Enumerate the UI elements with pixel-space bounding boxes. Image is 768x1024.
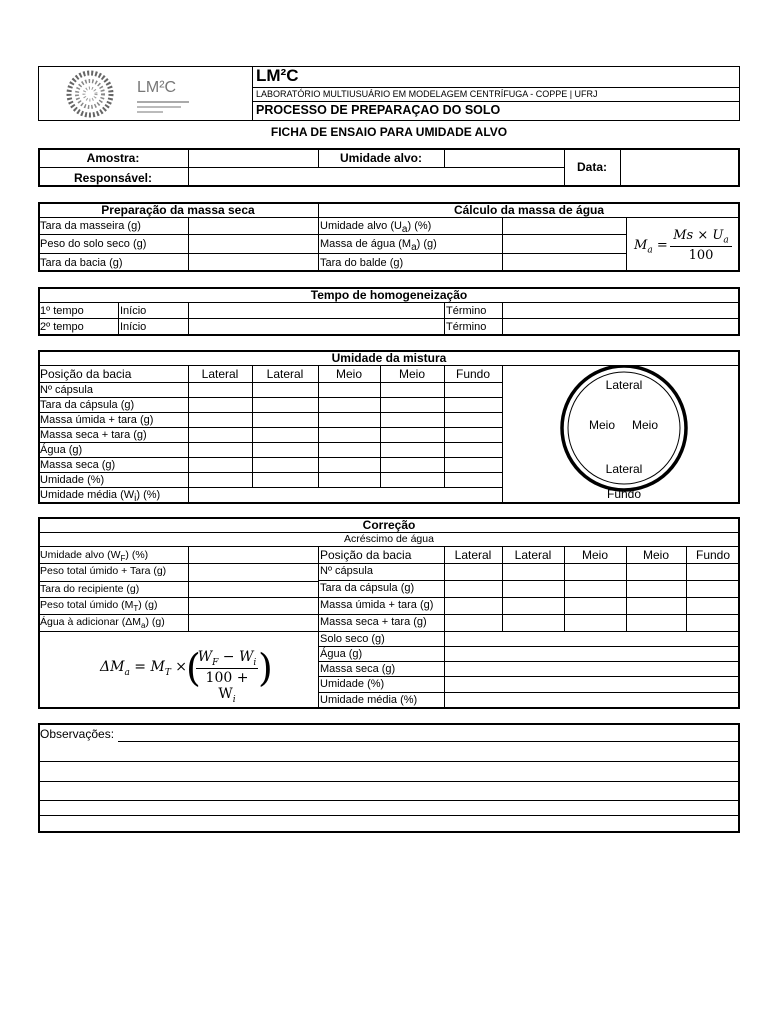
peso-solo-seco-label: Peso do solo seco (g) bbox=[40, 238, 147, 250]
correcao-cell[interactable] bbox=[687, 581, 739, 596]
amostra-field[interactable] bbox=[190, 150, 316, 166]
mistura-cell[interactable] bbox=[381, 383, 443, 396]
correcao-col-header: Fundo bbox=[695, 548, 731, 562]
mistura-cell[interactable] bbox=[253, 458, 317, 471]
data-field[interactable] bbox=[622, 150, 738, 185]
correcao-col-header: Meio bbox=[581, 548, 608, 562]
correcao-row-label: Tara da cápsula (g) bbox=[320, 582, 415, 594]
lab-logo bbox=[62, 68, 202, 118]
mistura-cell[interactable] bbox=[189, 383, 251, 396]
tara-balde-field[interactable] bbox=[504, 254, 624, 270]
mistura-cell[interactable] bbox=[319, 383, 379, 396]
homog-row1-inicio-field[interactable] bbox=[190, 303, 442, 317]
correcao-cell[interactable] bbox=[687, 564, 739, 579]
homog-row2-inicio-field[interactable] bbox=[190, 319, 442, 334]
mistura-cell[interactable] bbox=[189, 443, 251, 456]
mistura-row-label: Massa seca + tara (g) bbox=[40, 429, 147, 441]
mistura-row-label: Massa seca (g) bbox=[40, 459, 116, 471]
correcao-cell[interactable] bbox=[565, 581, 625, 596]
correcao-cell[interactable] bbox=[627, 581, 685, 596]
mistura-cell[interactable] bbox=[189, 473, 251, 486]
correcao-cell[interactable] bbox=[503, 581, 563, 596]
correcao-cell[interactable] bbox=[627, 564, 685, 579]
mistura-row-label: Umidade (%) bbox=[40, 474, 105, 486]
homog-row1-termino-field[interactable] bbox=[504, 303, 738, 317]
tara-bacia-field[interactable] bbox=[190, 254, 316, 270]
mistura-cell[interactable] bbox=[445, 473, 501, 486]
mistura-cell[interactable] bbox=[445, 428, 501, 441]
correcao-row-label: Água (g) bbox=[320, 648, 363, 660]
correcao-result-field[interactable] bbox=[446, 662, 738, 675]
correcao-row-label: Massa seca + tara (g) bbox=[320, 616, 427, 628]
mistura-cell[interactable] bbox=[319, 428, 379, 441]
massa-agua-formula: $M_a$ = $Ms \times U_a$ 100 bbox=[632, 226, 736, 266]
correcao-row-label: Massa úmida + tara (g) bbox=[320, 599, 434, 611]
mistura-cell[interactable] bbox=[189, 458, 251, 471]
correcao-left-label: Peso total úmido + Tara (g) bbox=[40, 565, 167, 577]
mistura-cell[interactable] bbox=[445, 398, 501, 411]
form-title: FICHA DE ENSAIO PARA UMIDADE ALVO bbox=[270, 125, 508, 139]
correcao-result-field[interactable] bbox=[446, 677, 738, 691]
diagram-top-label: Lateral bbox=[605, 378, 643, 392]
correcao-cell[interactable] bbox=[687, 615, 739, 630]
correcao-left-field[interactable] bbox=[190, 548, 316, 562]
mistura-cell[interactable] bbox=[253, 473, 317, 486]
correcao-cell[interactable] bbox=[503, 615, 563, 630]
homog-row2-termino-field[interactable] bbox=[504, 319, 738, 334]
correcao-left-label: Água à adicionar $(\Delta M_a)$ (g) bbox=[40, 616, 165, 631]
correcao-cell[interactable] bbox=[445, 615, 501, 630]
homog-row1-label: 1º tempo bbox=[40, 305, 84, 317]
mistura-cell[interactable] bbox=[319, 413, 379, 426]
delta-ma-formula: $\Delta M_a = M_T$ × ( $W_F - W_i$ $100 + W_i$ ) bbox=[100, 646, 273, 705]
correcao-left-field[interactable] bbox=[190, 615, 316, 630]
correcao-cell[interactable] bbox=[565, 615, 625, 630]
mistura-col-header: Meio bbox=[398, 367, 425, 381]
correcao-cell[interactable] bbox=[565, 598, 625, 613]
correcao-cell[interactable] bbox=[445, 564, 501, 579]
mistura-cell[interactable] bbox=[319, 443, 379, 456]
correcao-col-header: Lateral bbox=[454, 548, 492, 562]
header-divider bbox=[252, 66, 253, 121]
diagram-left-label: Meio bbox=[588, 418, 615, 432]
correcao-col-header: Meio bbox=[642, 548, 669, 562]
correcao-cell[interactable] bbox=[445, 581, 501, 596]
mistura-cell[interactable] bbox=[445, 443, 501, 456]
correcao-left-field[interactable] bbox=[190, 598, 316, 613]
correcao-row-label: Solo seco (g) bbox=[320, 633, 385, 645]
correcao-left-field[interactable] bbox=[190, 582, 316, 596]
mistura-col-header: Lateral bbox=[201, 367, 239, 381]
mistura-cell[interactable] bbox=[319, 458, 379, 471]
correcao-result-field[interactable] bbox=[446, 632, 738, 645]
mistura-cell[interactable] bbox=[381, 473, 443, 486]
umidade-alvo-label: Umidade alvo: bbox=[339, 151, 423, 165]
process-title: PROCESSO DE PREPARAÇAO DO SOLO bbox=[256, 103, 501, 117]
mistura-pos-label: Posição da bacia bbox=[40, 367, 132, 381]
mistura-title: Umidade da mistura bbox=[331, 351, 447, 365]
correcao-title: Correção bbox=[362, 518, 416, 532]
correcao-row-label: Nº cápsula bbox=[320, 565, 373, 577]
mistura-cell[interactable] bbox=[253, 383, 317, 396]
mistura-cell[interactable] bbox=[319, 398, 379, 411]
mistura-cell[interactable] bbox=[445, 458, 501, 471]
mistura-col-header: Meio bbox=[335, 367, 362, 381]
tara-masseira-field[interactable] bbox=[190, 218, 316, 233]
mistura-cell[interactable] bbox=[445, 383, 501, 396]
mistura-row-label: Água (g) bbox=[40, 444, 83, 456]
correcao-subtitle: Acréscimo de água bbox=[344, 533, 434, 545]
tara-balde-label: Tara do balde (g) bbox=[320, 257, 404, 269]
correcao-cell[interactable] bbox=[565, 564, 625, 579]
homog-row2-label: 2º tempo bbox=[40, 321, 84, 333]
umidade-alvo-field[interactable] bbox=[446, 150, 562, 166]
mistura-cell[interactable] bbox=[445, 413, 501, 426]
correcao-cell[interactable] bbox=[445, 598, 501, 613]
correcao-cell[interactable] bbox=[627, 615, 685, 630]
prep-title-right: Cálculo da massa de água bbox=[453, 203, 605, 217]
umidade-alvo-ua-field[interactable] bbox=[504, 218, 624, 233]
correcao-cell[interactable] bbox=[627, 598, 685, 613]
mistura-row-label: Massa úmida + tara (g) bbox=[40, 414, 154, 426]
mistura-cell[interactable] bbox=[189, 428, 251, 441]
mistura-cell[interactable] bbox=[381, 458, 443, 471]
correcao-row-label: Massa seca (g) bbox=[320, 663, 396, 675]
mistura-cell[interactable] bbox=[189, 413, 251, 426]
correcao-result-field[interactable] bbox=[446, 647, 738, 660]
correcao-row-label: Umidade (%) bbox=[320, 678, 385, 690]
homog-row2-termino: Término bbox=[446, 321, 487, 333]
mistura-cell[interactable] bbox=[189, 398, 251, 411]
bacia-diagram bbox=[504, 366, 738, 503]
massa-agua-field[interactable] bbox=[504, 235, 624, 252]
homog-row1-inicio: Início bbox=[120, 305, 147, 317]
brand-title: LM²C bbox=[256, 66, 299, 85]
logo-text: LM²C bbox=[137, 79, 177, 96]
diagram-right-label: Meio bbox=[631, 418, 658, 432]
mistura-cell[interactable] bbox=[253, 413, 317, 426]
mistura-media-label: Umidade média $(W_i)$ (%) bbox=[40, 489, 161, 505]
mistura-cell[interactable] bbox=[381, 428, 443, 441]
massa-agua-label: Massa de água $(M_a)$ (g) bbox=[320, 238, 437, 254]
lab-name: LABORATÓRIO MULTIUSUÁRIO EM MODELAGEM CENTRÍFUGA - COPPE | UFRJ bbox=[256, 89, 598, 99]
mistura-cell[interactable] bbox=[253, 443, 317, 456]
prep-title-left: Preparação da massa seca bbox=[101, 203, 255, 217]
correcao-media-field[interactable] bbox=[446, 693, 738, 707]
homog-row1-termino: Término bbox=[446, 305, 487, 317]
mistura-cell[interactable] bbox=[253, 428, 317, 441]
mistura-cell[interactable] bbox=[381, 413, 443, 426]
mistura-col-header: Lateral bbox=[266, 367, 304, 381]
correcao-left-field[interactable] bbox=[190, 564, 316, 580]
mistura-cell[interactable] bbox=[253, 398, 317, 411]
correcao-pos-label: Posição da bacia bbox=[320, 548, 412, 562]
correcao-left-label: Tara do recipiente (g) bbox=[40, 583, 140, 595]
correcao-cell[interactable] bbox=[503, 564, 563, 579]
data-label: Data: bbox=[576, 160, 607, 174]
mistura-cell[interactable] bbox=[381, 443, 443, 456]
mistura-media-field[interactable] bbox=[190, 487, 502, 502]
mistura-cell[interactable] bbox=[319, 473, 379, 486]
correcao-cell[interactable] bbox=[503, 598, 563, 613]
obs-label: Observações: bbox=[40, 727, 115, 741]
responsavel-field[interactable] bbox=[190, 169, 562, 185]
mistura-row-label: Nº cápsula bbox=[40, 384, 93, 396]
correcao-left-label: Umidade alvo $(W_F)$ (%) bbox=[40, 549, 149, 564]
peso-solo-seco-field[interactable] bbox=[190, 235, 316, 252]
umidade-alvo-ua-label: Umidade alvo $(U_a)$ (%) bbox=[320, 220, 432, 236]
responsavel-label: Responsável: bbox=[73, 171, 153, 185]
correcao-cell[interactable] bbox=[687, 598, 739, 613]
mistura-cell[interactable] bbox=[381, 398, 443, 411]
obs-field[interactable] bbox=[120, 726, 740, 832]
amostra-label: Amostra: bbox=[86, 151, 140, 165]
correcao-left-label: Peso total úmido $(M_T)$ (g) bbox=[40, 599, 158, 614]
tara-masseira-label: Tara da masseira (g) bbox=[40, 220, 141, 232]
homog-row2-inicio: Início bbox=[120, 321, 147, 333]
mistura-row-label: Tara da cápsula (g) bbox=[40, 399, 135, 411]
diagram-base-label: Fundo bbox=[606, 487, 642, 501]
correcao-media-label: Umidade média (%) bbox=[320, 694, 418, 706]
tara-bacia-label: Tara da bacia (g) bbox=[40, 257, 123, 269]
diagram-bottom-label: Lateral bbox=[605, 462, 643, 476]
homog-title: Tempo de homogeneização bbox=[310, 288, 468, 302]
mistura-col-header: Fundo bbox=[455, 367, 491, 381]
correcao-col-header: Lateral bbox=[514, 548, 552, 562]
